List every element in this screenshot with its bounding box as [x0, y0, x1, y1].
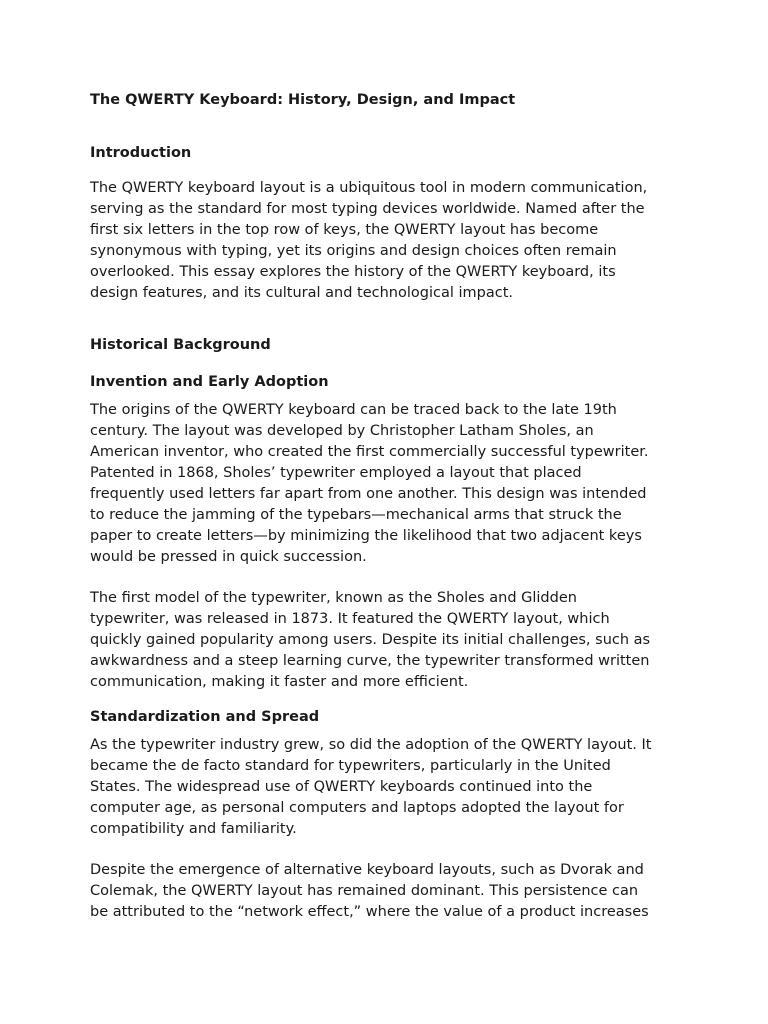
standardization-paragraph-2: Despite the emergence of alternative keyboard layouts, such as Dvorak and Colemak, the QWERTY layout has remained dominant. This persistence can be attributed to the “network effect,” where the value of a product increases: [90, 862, 649, 920]
introduction-heading: Introduction: [90, 145, 192, 161]
invention-paragraph-1: The origins of the QWERTY keyboard can be traced back to the late 19th century. The layout was developed by Christopher Latham Sholes, an American inventor, who created the first commercially successful typewriter. Patented in 1868, Sholes’ typewriter employed a layout that placed frequently used letters far apart from one another. This design was intended to reduce the jamming of the typebars—mechanical arms that struck the paper to create letters—by minimizing the likelihood that two adjacent keys would be pressed in quick succession.: [90, 402, 649, 565]
historical-background-heading: Historical Background: [90, 337, 271, 353]
document-title: The QWERTY Keyboard: History, Design, and Impact: [90, 92, 516, 108]
standardization-heading: Standardization and Spread: [90, 709, 320, 725]
standardization-paragraph-1: As the typewriter industry grew, so did the adoption of the QWERTY layout. It became the de facto standard for typewriters, particularly in the United States. The widespread use of QWERTY keyboards continued into the computer age, as personal computers and laptops adopted the layout for compatibility and familiarity.: [90, 737, 652, 837]
invention-heading: Invention and Early Adoption: [90, 374, 329, 390]
document-page: [90, 90, 680, 923]
introduction-paragraph: The QWERTY keyboard layout is a ubiquitous tool in modern communication, serving as the standard for most typing devices worldwide. Named after the first six letters in the top row of keys, the QWERTY layout has become synonymous with typing, yet its origins and design choices often remain overlooked. This essay explores the history of the QWERTY keyboard, its design features, and its cultural and technological impact.: [90, 180, 648, 301]
invention-paragraph-2: The first model of the typewriter, known as the Sholes and Glidden typewriter, was released in 1873. It featured the QWERTY layout, which quickly gained popularity among users. Despite its initial challenges, such as awkwardness and a steep learning curve, the typewriter transformed written communication, making it faster and more efficient.: [90, 590, 651, 690]
